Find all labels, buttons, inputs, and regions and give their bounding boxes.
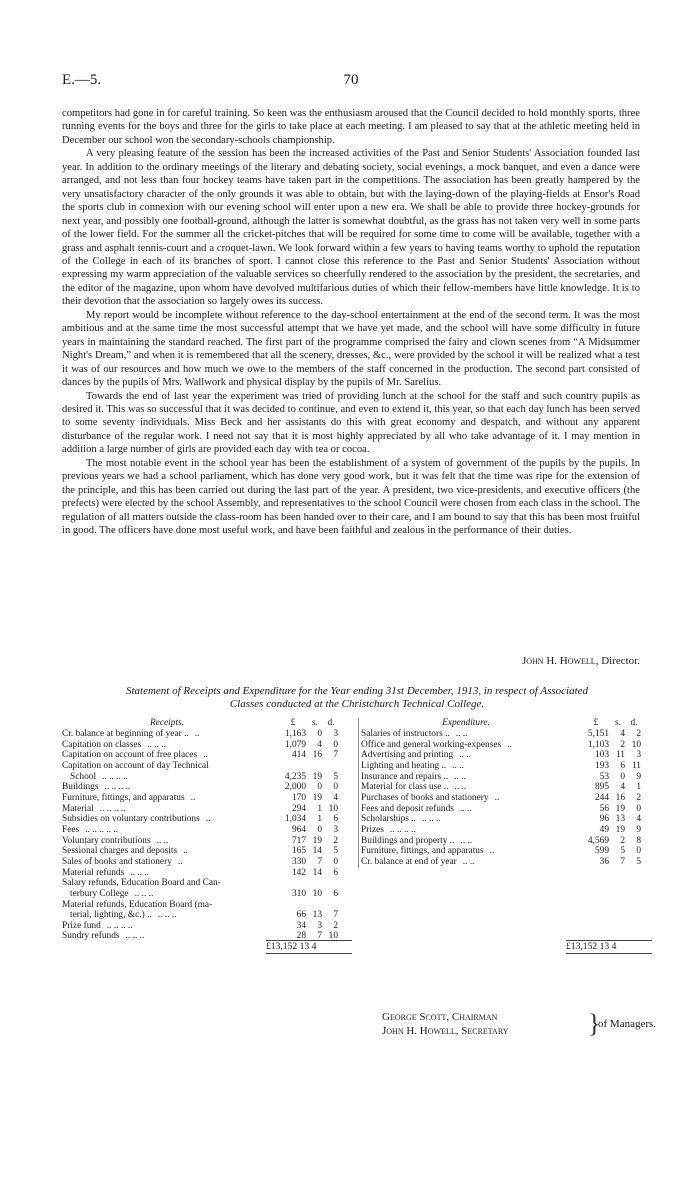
expenditure-row xyxy=(361,846,655,857)
expenditure-shillings: 2 xyxy=(620,739,625,750)
expenditure-label xyxy=(361,836,566,847)
receipts-shillings: 1 xyxy=(317,814,322,825)
expenditure-label-text: Advertising and printing xyxy=(361,750,454,761)
receipts-leader-dots: .. xyxy=(190,792,196,803)
pence-unit: d. xyxy=(327,718,335,728)
receipts-row xyxy=(62,772,354,783)
receipts-leader-dots: .. .. .. .. xyxy=(106,920,133,931)
receipts-row xyxy=(62,761,354,772)
receipts-row xyxy=(62,782,354,793)
receipts-shillings: 0 xyxy=(317,824,322,835)
receipts-label xyxy=(62,740,267,751)
receipts-shillings: 1 xyxy=(317,803,322,814)
pounds-unit: £ xyxy=(593,718,599,728)
receipts-pounds: 142 xyxy=(291,867,306,878)
expenditure-label xyxy=(361,814,566,825)
receipts-label-text: terial, lighting, &c.) .. xyxy=(70,910,152,921)
expenditure-pence: 4 xyxy=(636,814,641,825)
statement-title xyxy=(62,685,652,711)
receipts-rows xyxy=(62,729,354,942)
pence-unit: d. xyxy=(630,718,638,728)
expenditure-pounds: 5,151 xyxy=(587,729,609,739)
expenditure-pounds: 49 xyxy=(599,824,609,835)
expenditure-pounds: 599 xyxy=(594,846,609,857)
receipts-label-text: School xyxy=(70,771,97,782)
receipts-pounds: 294 xyxy=(291,803,306,814)
expenditure-pence: 0 xyxy=(636,846,641,857)
receipts-shillings: 0 xyxy=(317,729,322,739)
receipts-label-text: Subsidies on voluntary contributions xyxy=(62,814,200,825)
receipts-label-text: Capitation on account of free places xyxy=(62,750,198,761)
receipts-shillings: 19 xyxy=(312,835,322,846)
receipts-pounds: 2,000 xyxy=(284,782,306,793)
expenditure-row xyxy=(361,804,655,815)
expenditure-pounds: 193 xyxy=(594,760,609,771)
expenditure-pence: 8 xyxy=(636,835,641,846)
expenditure-shillings: 19 xyxy=(615,803,625,814)
receipts-label-text: Cr. balance at beginning of year .. xyxy=(62,729,189,739)
receipts-pence: 2 xyxy=(333,835,338,846)
paragraph-self-government: The most notable event in the school year has been the establishment of a system of government of the pupils by the pupils. In previous years we had a school parliament, which has done very good work, but it was felt that the time was ripe for the extension of the principle, and this has been carried out during the last part of the year. A president, two vice-presidents, and executive officers (the prefects) were elected by the school Assembly, and representatives to the school Council were chosen from each class in the school. The regulation of all matters outside the class-room has been handed over to their care, and I am bound to say that this has been most fruitful in good. The officers have done most useful work, and have been faithful and zealous in the performance of their duties. xyxy=(62,457,640,537)
expenditure-row xyxy=(361,836,655,847)
expenditure-pounds: 96 xyxy=(599,814,609,825)
expenditure-shillings: 16 xyxy=(615,792,625,803)
expenditure-shillings: 7 xyxy=(620,856,625,867)
receipts-row xyxy=(62,729,354,740)
receipts-label xyxy=(62,889,275,900)
expenditure-shillings: 2 xyxy=(620,835,625,846)
expenditure-label xyxy=(361,825,566,836)
expenditure-row xyxy=(361,740,655,751)
receipts-pounds: 1,034 xyxy=(284,814,306,825)
paragraph-lunch: Towards the end of last year the experiment was tried of providing lunch at the school for the staff and such country pupils as desired it. This was so successful that it was decided to continue, and even to extend it, this year, so that each day lunch has been served to some seventy individuals. Miss Beck and her assistants do this with great economy and despatch, and without any apparent disturbance of the regular work. I need not say that it is most highly appreciated by all who take advantage of it. I may mention in addition a large number of girls are provided each day with tea or cocoa. xyxy=(62,390,640,456)
receipts-label-text: Salary refunds, Education Board and Can- xyxy=(62,878,221,889)
receipts-shillings: 16 xyxy=(312,750,322,761)
receipts-label xyxy=(62,761,267,772)
receipts-heading: Receipts. xyxy=(149,718,185,728)
receipts-leader-dots: .. .. .. xyxy=(130,867,149,878)
expenditure-shillings: 0 xyxy=(620,771,625,782)
receipts-shillings: 7 xyxy=(317,931,322,942)
receipts-pence: 7 xyxy=(333,910,338,921)
expenditure-pounds: 103 xyxy=(594,750,609,761)
receipts-total: £13,152 13 4 xyxy=(266,940,352,954)
receipts-pence: 0 xyxy=(333,782,338,793)
expenditure-leader-dots: .. xyxy=(507,739,512,750)
receipts-pounds: 170 xyxy=(291,792,306,803)
receipts-label-text: Buildings xyxy=(62,782,99,793)
receipts-pence: 3 xyxy=(333,729,338,739)
expenditure-column xyxy=(358,718,655,868)
expenditure-pounds: 36 xyxy=(599,856,609,867)
managers-signature xyxy=(382,1009,657,1038)
report-body xyxy=(62,107,640,538)
expenditure-pence: 2 xyxy=(636,792,641,803)
receipts-column xyxy=(62,718,354,942)
receipts-pence: 10 xyxy=(328,803,338,814)
receipts-label xyxy=(62,814,267,825)
receipts-pounds: 1,163 xyxy=(284,729,306,739)
receipts-shillings: 13 xyxy=(312,910,322,921)
receipts-row xyxy=(62,804,354,815)
expenditure-pence: 11 xyxy=(631,760,641,771)
expenditure-label xyxy=(361,846,566,857)
expenditure-pounds: 244 xyxy=(594,792,609,803)
page-number: 70 xyxy=(343,72,359,88)
expenditure-label-text: Scholarships .. xyxy=(361,814,416,825)
expenditure-pence: 9 xyxy=(636,771,641,782)
shillings-unit: s. xyxy=(615,718,621,728)
director-name: John H. Howell xyxy=(521,655,596,667)
expenditure-shillings: 5 xyxy=(620,846,625,857)
receipts-pounds: 28 xyxy=(296,931,306,942)
receipts-row xyxy=(62,740,354,751)
expenditure-label xyxy=(361,761,566,772)
expenditure-label xyxy=(361,772,566,783)
expenditure-label-text: Insurance and repairs .. xyxy=(361,771,449,782)
expenditure-shillings: 4 xyxy=(620,782,625,793)
director-signature xyxy=(0,655,640,667)
expenditure-shillings: 4 xyxy=(620,729,625,739)
expenditure-row xyxy=(361,750,655,761)
expenditure-row xyxy=(361,814,655,825)
receipts-pence: 0 xyxy=(333,856,338,867)
receipts-row xyxy=(62,910,354,921)
receipts-pounds: 66 xyxy=(296,910,306,921)
expenditure-label-text: Purchases of books and stationery xyxy=(361,792,489,803)
receipts-pounds: 414 xyxy=(291,750,306,761)
chairman-signature: George Scott, Chairman xyxy=(382,1011,498,1023)
expenditure-label-text: Lighting and heating .. xyxy=(361,760,447,771)
receipts-leader-dots: .. .. .. xyxy=(157,910,177,921)
receipts-label-text: Sundry refunds xyxy=(62,931,120,942)
receipts-leader-dots: .. .. .. xyxy=(125,931,145,942)
receipts-shillings: 19 xyxy=(312,771,322,782)
expenditure-label-text: Office and general working-expenses xyxy=(361,739,502,750)
expenditure-leader-dots: .. .. xyxy=(455,729,468,739)
receipts-row xyxy=(62,889,354,900)
receipts-label xyxy=(62,900,267,911)
expenditure-heading: Expenditure. xyxy=(442,718,490,728)
receipts-label xyxy=(62,772,275,783)
receipts-label xyxy=(62,782,267,793)
expenditure-label xyxy=(361,782,566,793)
receipts-row xyxy=(62,900,354,911)
paragraph-entertainment: My report would be incomplete without reference to the day-school entertainment at the end of the second term. It was the most ambitious and at the same time the most successful attempt that we have yet made, and the school will have some difficulty in future years in maintaining the standard reached. The first part of the programme comprised the fairy and clown scenes from “A Midsummer Night's Dream,” and when it is remembered that all the scenery, dresses, &c., were provided by the school it will be realized what a test it was of our resources and how much we owe to the members of the staff concerned in the production. The second part consisted of dances by the pupils of Mrs. Wallwork and physical display by the pupils of Mr. Sarelius. xyxy=(62,309,640,389)
receipts-pounds: 165 xyxy=(291,846,306,857)
receipts-shillings: 14 xyxy=(312,846,322,857)
receipts-pence: 5 xyxy=(333,846,338,857)
expenditure-row xyxy=(361,825,655,836)
receipts-label-text: Material xyxy=(62,803,94,814)
pounds-unit: £ xyxy=(290,718,296,728)
receipts-leader-dots: .. xyxy=(177,856,183,867)
receipts-shillings: 3 xyxy=(317,920,322,931)
receipts-row xyxy=(62,793,354,804)
expenditure-pounds: 4,569 xyxy=(587,835,609,846)
receipts-label xyxy=(62,825,267,836)
receipts-label-text: Sales of books and stationery xyxy=(62,856,172,867)
shillings-unit: s. xyxy=(312,718,318,728)
expenditure-shillings: 19 xyxy=(615,824,625,835)
expenditure-pence: 3 xyxy=(636,750,641,761)
receipts-row xyxy=(62,868,354,879)
receipts-label xyxy=(62,729,267,740)
receipts-label xyxy=(62,846,267,857)
receipts-leader-dots: .. .. .. .. xyxy=(104,782,131,793)
receipts-leader-dots: .. .. .. .. xyxy=(102,771,128,782)
expenditure-label xyxy=(361,740,566,751)
receipts-label-text: terbury College xyxy=(70,888,129,899)
receipts-label xyxy=(62,857,267,868)
expenditure-pounds: 56 xyxy=(599,803,609,814)
expenditure-shillings: 6 xyxy=(620,760,625,771)
expenditure-label-text: Cr. balance at end of year xyxy=(361,856,457,867)
receipts-pounds: 964 xyxy=(291,824,306,835)
director-role: , Director. xyxy=(595,655,640,667)
expenditure-shillings: 11 xyxy=(615,750,625,761)
expenditure-leader-dots: .. .. xyxy=(459,750,471,761)
expenditure-leader-dots: .. .. xyxy=(459,803,472,814)
expenditure-label-text: Material for class use .. xyxy=(361,782,449,793)
receipts-row xyxy=(62,750,354,761)
receipts-label-text: Sessional charges and deposits xyxy=(62,846,178,857)
paragraph-students-association: A very pleasing feature of the session has been the increased activities of the Past and Senior Students' Association founded last year. In addition to the ordinary meetings of the literary and debating society, social evenings, a mock banquet, and even a dance were arranged, and not less than four hockey teams have taken part in the competitions. The association has been greatly hampered by the very unsatisfactory character of the only grounds it was able to obtain, but with the laying-down of the playing-fields at Ensor's Road the sports club in connexion with our evening school will enter upon a new era. We shall be able to provide three hockey-grounds for next year, and possibly one football-ground, although the latter is somewhat doubtful, as the grass has not taken very well in some parts of the lower field. For the summer all the cricket-pitches that will be required for some time to come will be available, together with a grass and asphalt tennis-court and a croquet-lawn. We look forward within a few years to having teams worthy to uphold the reputation of the College in each of its branches of sport. I cannot close this reference to the Past and Senior Students' Association without expressing my warm appreciation of the valuable services so cheerfully rendered to the association by the president, the secretaries, and the editor of the magazine, upon whom have devolved multifarious duties of which their fellow-members have little knowledge. It is to their devotion that the association so largely owes its success. xyxy=(62,148,640,308)
receipts-shillings: 10 xyxy=(312,888,322,899)
receipts-leader-dots: .. xyxy=(205,814,211,825)
expenditure-row xyxy=(361,857,655,868)
paragraph-athletics: competitors had gone in for careful training. So keen was the enthusiasm aroused that the Council decided to hold monthly sports, three running events for the boys and three for the girls to take place at each meeting. I am pleased to say that at the athletic meeting held in December our school won the secondary-schools championship. xyxy=(62,108,640,146)
expenditure-leader-dots: .. .. .. .. xyxy=(389,824,416,835)
receipts-leader-dots: .. xyxy=(194,729,200,739)
of-managers: of Managers. xyxy=(598,1018,657,1030)
receipts-pounds: 310 xyxy=(291,888,306,899)
receipts-pounds: 717 xyxy=(291,835,306,846)
expenditure-label xyxy=(361,857,566,868)
receipts-pounds: 1,079 xyxy=(284,739,306,750)
receipts-label xyxy=(62,836,267,847)
receipts-pence: 4 xyxy=(333,792,338,803)
receipts-leader-dots: .. .. .. xyxy=(134,888,154,899)
receipts-row xyxy=(62,921,354,932)
expenditure-label xyxy=(361,750,566,761)
receipts-leader-dots: .. xyxy=(183,846,188,857)
secretary-signature: John H. Howell, Secretary xyxy=(382,1025,509,1037)
receipts-label xyxy=(62,804,267,815)
expenditure-label xyxy=(361,729,566,740)
expenditure-pence: 10 xyxy=(631,739,641,750)
expenditure-leader-dots: .. .. xyxy=(454,782,467,793)
receipts-label xyxy=(62,750,267,761)
receipts-label xyxy=(62,921,267,932)
expenditure-total: £13,152 13 4 xyxy=(566,940,652,954)
receipts-pence: 2 xyxy=(333,920,338,931)
receipts-label-text: Material refunds, Education Board (ma- xyxy=(62,899,213,910)
expenditure-pence: 2 xyxy=(636,729,641,739)
receipts-pounds: 330 xyxy=(291,856,306,867)
receipts-label-text: Voluntary contributions xyxy=(62,835,151,846)
receipts-leader-dots: .. .. .. .. xyxy=(99,803,126,814)
expenditure-label xyxy=(361,793,566,804)
receipts-pence: 6 xyxy=(333,867,338,878)
receipts-pence: 6 xyxy=(333,814,338,825)
receipts-row xyxy=(62,814,354,825)
brace: } xyxy=(588,1009,601,1038)
receipts-row xyxy=(62,878,354,889)
receipts-pence: 0 xyxy=(333,739,338,750)
expenditure-label-text: Buildings and property .. xyxy=(361,835,455,846)
receipts-shillings: 0 xyxy=(317,782,322,793)
receipts-pence: 6 xyxy=(333,888,338,899)
expenditure-leader-dots: .. .. xyxy=(460,835,473,846)
receipts-row xyxy=(62,846,354,857)
receipts-header xyxy=(62,718,354,729)
expenditure-leader-dots: .. xyxy=(489,846,495,857)
receipts-label-text: Capitation on account of day Technical xyxy=(62,760,209,771)
receipts-pounds: 34 xyxy=(296,920,306,931)
receipts-leader-dots: .. .. .. xyxy=(147,739,166,750)
receipts-row xyxy=(62,825,354,836)
receipts-label xyxy=(62,868,267,879)
receipts-label-text: Material refunds xyxy=(62,867,125,878)
receipts-pence: 3 xyxy=(333,824,338,835)
expenditure-pounds: 1,103 xyxy=(587,739,609,750)
expenditure-label xyxy=(361,804,566,815)
expenditure-leader-dots: .. xyxy=(494,792,500,803)
expenditure-label-text: Furniture, fittings, and apparatus xyxy=(361,846,484,857)
expenditure-label-text: Fees and deposit refunds xyxy=(361,803,454,814)
expenditure-pence: 5 xyxy=(636,856,641,867)
statement-title-line-2: Classes conducted at the Christchurch Technical College. xyxy=(229,698,485,710)
expenditure-leader-dots: .. .. .. xyxy=(421,814,441,825)
expenditure-pence: 9 xyxy=(636,824,641,835)
receipts-label-text: Prize fund xyxy=(62,920,101,931)
receipts-row xyxy=(62,857,354,868)
receipts-pounds: 4,235 xyxy=(284,771,306,782)
expenditure-pence: 0 xyxy=(636,803,641,814)
expenditure-pounds: 53 xyxy=(599,771,609,782)
receipts-row xyxy=(62,836,354,847)
receipts-label xyxy=(62,793,267,804)
receipts-pence: 5 xyxy=(333,771,338,782)
receipts-label xyxy=(62,931,267,942)
receipts-leader-dots: .. xyxy=(203,750,208,761)
receipts-leader-dots: .. .. .. .. .. xyxy=(85,824,118,835)
expenditure-rows xyxy=(361,729,655,868)
receipts-label xyxy=(62,910,275,921)
expenditure-row xyxy=(361,761,655,772)
expenditure-leader-dots: .. .. xyxy=(452,760,464,771)
expenditure-label-text: Prizes xyxy=(361,824,384,835)
receipts-label-text: Furniture, fittings, and apparatus xyxy=(62,792,185,803)
expenditure-row xyxy=(361,729,655,740)
receipts-pence: 10 xyxy=(328,931,338,942)
receipts-leader-dots: .. .. xyxy=(156,835,169,846)
expenditure-row xyxy=(361,782,655,793)
receipts-shillings: 7 xyxy=(317,856,322,867)
statement-table xyxy=(62,718,652,974)
receipts-shillings: 19 xyxy=(312,792,322,803)
expenditure-pounds: 895 xyxy=(594,782,609,793)
expenditure-pence: 1 xyxy=(636,782,641,793)
receipts-shillings: 14 xyxy=(312,867,322,878)
expenditure-header xyxy=(361,718,655,729)
expenditure-row xyxy=(361,793,655,804)
expenditure-leader-dots: .. .. xyxy=(462,856,475,867)
receipts-pence: 7 xyxy=(333,750,338,761)
receipts-label xyxy=(62,878,267,889)
receipts-shillings: 4 xyxy=(317,739,322,750)
receipts-label-text: Fees xyxy=(62,824,80,835)
page-header xyxy=(62,72,640,94)
expenditure-label-text: Salaries of instructors .. xyxy=(361,729,450,739)
statement-title-line-1: Statement of Receipts and Expenditure for the Year ending 31st December, 1913, in respect of Associated xyxy=(125,685,589,697)
expenditure-row xyxy=(361,772,655,783)
receipts-label-text: Capitation on classes xyxy=(62,739,142,750)
expenditure-leader-dots: .. .. xyxy=(454,771,466,782)
report-code: E.—5. xyxy=(62,72,102,88)
expenditure-shillings: 13 xyxy=(615,814,625,825)
